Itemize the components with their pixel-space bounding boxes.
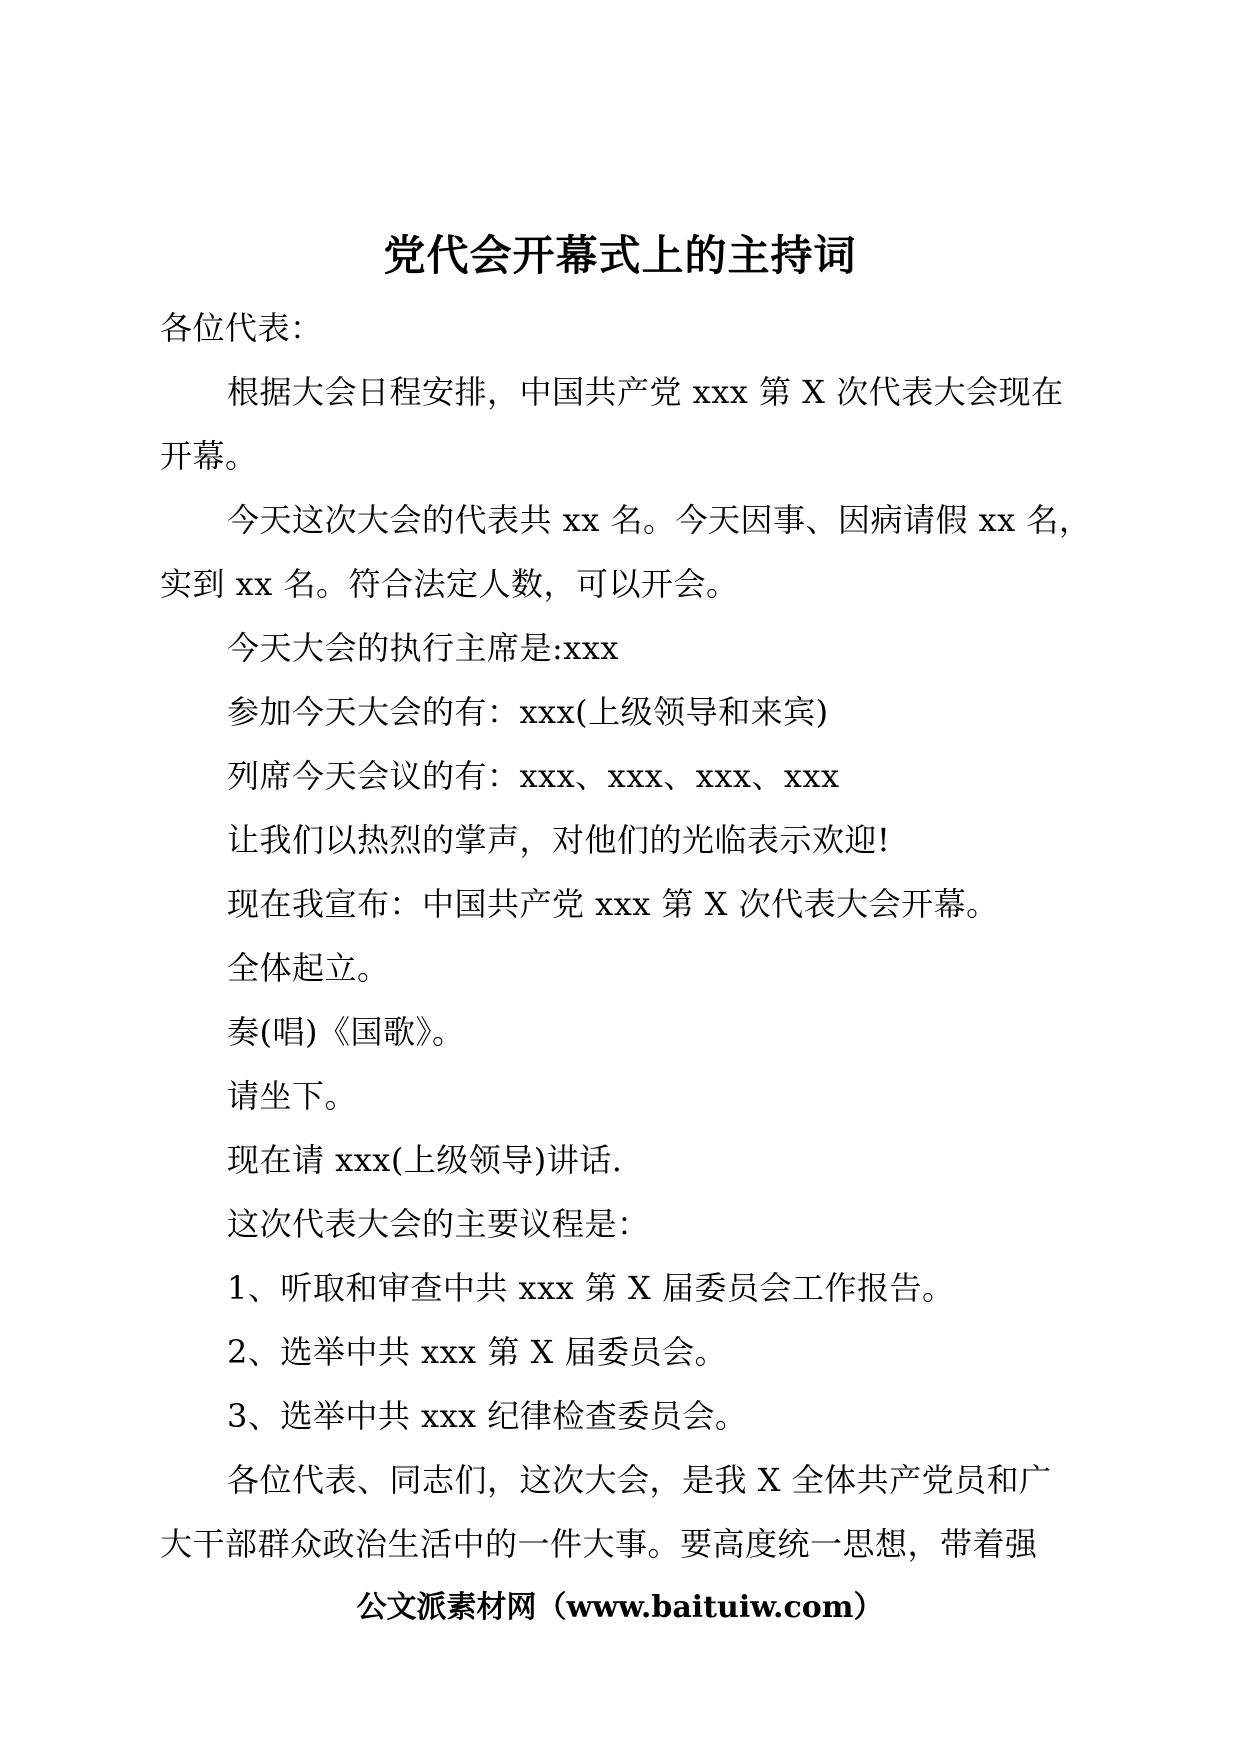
body-line: 奏(唱)《国歌》。: [227, 1013, 465, 1051]
agenda-item: 3、选举中共 xxx 纪律检查委员会。: [227, 1397, 748, 1435]
body-line: 大干部群众政治生活中的一件大事。要高度统一思想，带着强: [160, 1525, 1038, 1563]
body-line: 现在请 xxx(上级领导)讲话.: [227, 1141, 623, 1179]
document-title: 党代会开幕式上的主持词: [383, 231, 857, 280]
body-line: 让我们以热烈的掌声，对他们的光临表示欢迎!: [227, 821, 891, 859]
body-line: 根据大会日程安排，中国共产党 xxx 第 X 次代表大会现在: [227, 373, 1064, 411]
agenda-item: 2、选举中共 xxx 第 X 届委员会。: [227, 1333, 727, 1371]
agenda-item: 1、听取和审查中共 xxx 第 X 届委员会工作报告。: [227, 1269, 955, 1307]
body-line: 实到 xx 名。符合法定人数，可以开会。: [160, 565, 739, 603]
body-line: 列席今天会议的有：xxx、xxx、xxx、xxx: [227, 757, 840, 795]
page-footer: 公文派素材网（www.baituiw.com）: [356, 1590, 884, 1625]
body-line: 请坐下。: [227, 1077, 358, 1115]
body-line: 现在我宣布：中国共产党 xxx 第 X 次代表大会开幕。: [227, 885, 999, 923]
body-line: 各位代表、同志们，这次大会，是我 X 全体共产党员和广: [227, 1461, 1052, 1499]
body-line: 这次代表大会的主要议程是：: [227, 1205, 650, 1243]
body-line: 今天大会的执行主席是:xxx: [227, 629, 619, 667]
body-line: 今天这次大会的代表共 xx 名。今天因事、因病请假 xx 名，: [227, 501, 1092, 539]
body-line: 全体起立。: [227, 949, 390, 987]
body-line: 开幕。: [160, 437, 258, 475]
body-line: 参加今天大会的有：xxx(上级领导和来宾): [227, 693, 829, 731]
body-line: 各位代表：: [160, 309, 323, 347]
document-body: [160, 296, 1105, 1576]
